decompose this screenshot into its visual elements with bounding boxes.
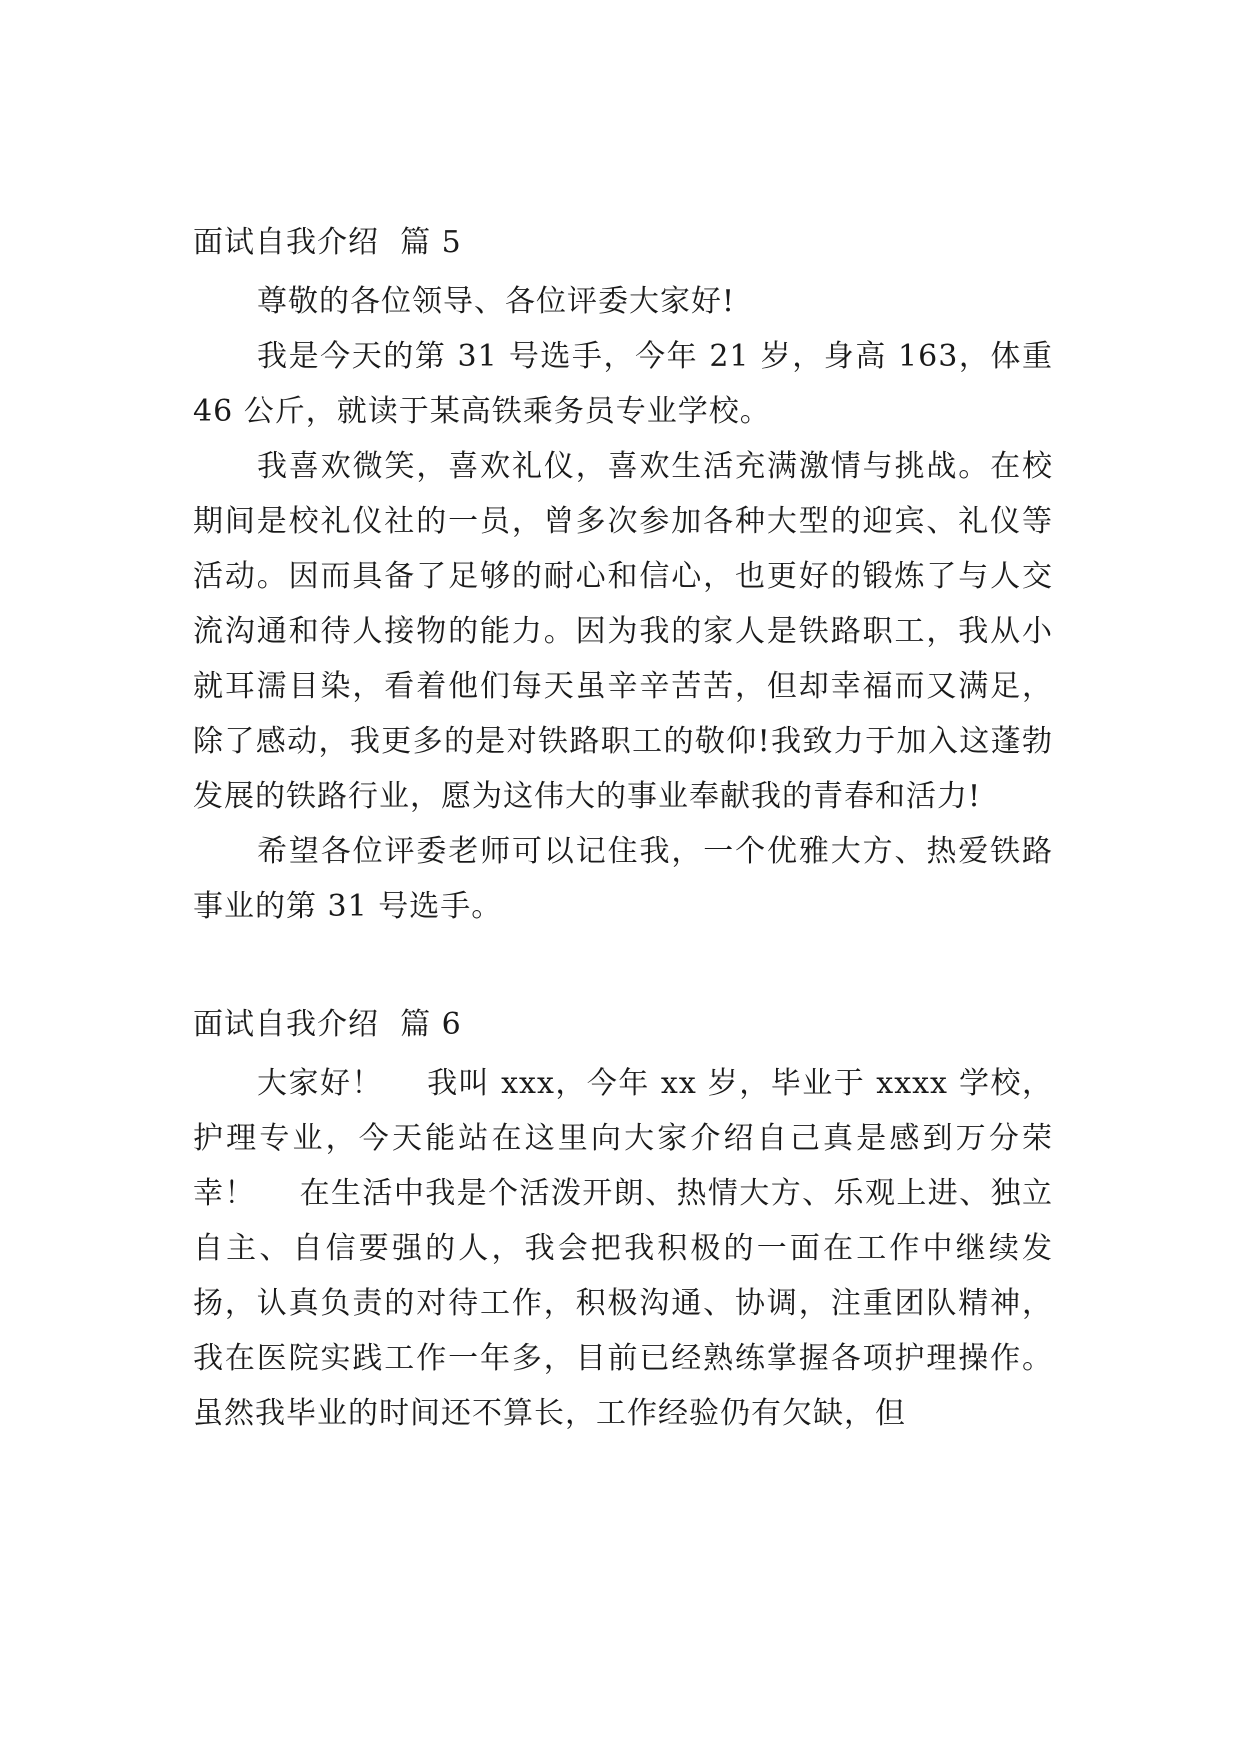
document-body: [193, 222, 1064, 1441]
section-spacer: [193, 934, 1053, 1004]
paragraph: 尊敬的各位领导、各位评委大家好!: [257, 284, 736, 319]
section-part-5: [193, 222, 1064, 934]
section-part-6: [193, 1004, 1053, 1441]
section-heading: 面试自我介绍 篇 6: [193, 1007, 462, 1042]
paragraph: 我喜欢微笑，喜欢礼仪，喜欢生活充满激情与挑战。在校期间是校礼仪社的一员，曾多次参加各种大型的迎宾、礼仪等活动。因而具备了足够的耐心和信心，也更好的锻炼了与人交流沟通和待人接物的能力。因为我的家人是铁路职工，我从小就耳濡目染，看着他们每天虽辛辛苦苦，但却幸福而又满足，除了感动，我更多的是对铁路职工的敬仰!我致力于加入这蓬勃发展的铁路行业，愿为这伟大的事业奉献我的青春和活力!: [193, 449, 1053, 814]
paragraph: 大家好！ 我叫 xxx，今年 xx 岁，毕业于 xxxx 学校，护理专业，今天能站在这里向大家介绍自己真是感到万分荣幸！ 在生活中我是个活泼开朗、热情大方、乐观上进、独立自主、自信要强的人，我会把我积极的一面在工作中继续发扬，认真负责的对待工作，积极沟通、协调，注重团队精神，我在医院实践工作一年多，目前已经熟练掌握各项护理操作。虽然我毕业的时间还不算长，工作经验仍有欠缺，但: [193, 1066, 1053, 1431]
paragraph: 希望各位评委老师可以记住我，一个优雅大方、热爱铁路事业的第 31 号选手。: [193, 834, 1053, 924]
paragraph: 我是今天的第 31 号选手，今年 21 岁，身高 163，体重 46 公斤，就读于某高铁乘务员专业学校。: [193, 339, 1064, 429]
section-heading: 面试自我介绍 篇 5: [193, 225, 462, 260]
